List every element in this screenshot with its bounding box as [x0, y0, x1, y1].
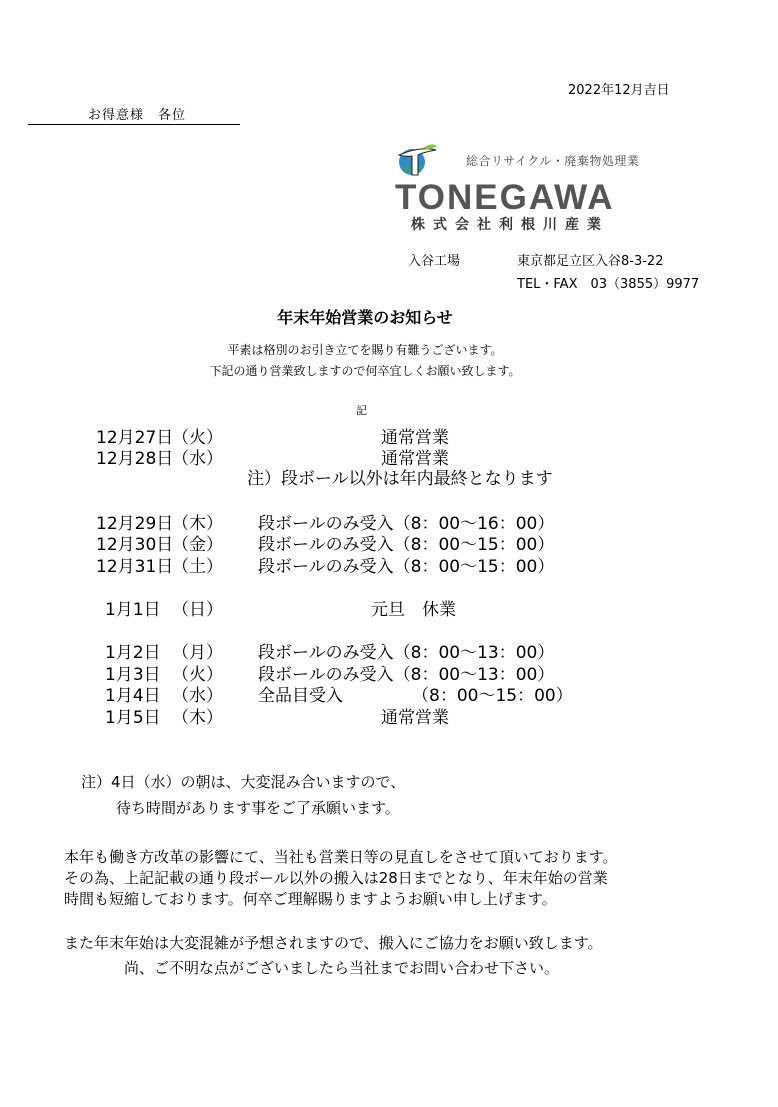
schedule-desc: 段ボールのみ受入（8：00〜13：00）	[258, 665, 555, 685]
schedule-date: 12月29日	[96, 514, 174, 534]
schedule-time: （8：00〜15：00）	[412, 686, 573, 706]
schedule-day: （土）	[172, 557, 223, 577]
schedule-day: （水）	[172, 449, 223, 469]
schedule-desc: 通常営業	[381, 708, 449, 728]
schedule-date: 12月31日	[96, 557, 174, 577]
plant-name: 入谷工場	[408, 254, 461, 269]
schedule-day: （金）	[172, 535, 223, 555]
schedule-date: 12月30日	[96, 535, 174, 555]
company-logo-text: TONEGAWA	[395, 178, 615, 217]
schedule-date: 1月3日	[105, 665, 161, 685]
schedule-desc: 段ボールのみ受入（8：00〜13：00）	[258, 643, 555, 663]
ki-marker: 記	[356, 404, 367, 417]
addressee-underline	[28, 124, 240, 125]
page-title: 年末年始営業のお知らせ	[277, 308, 453, 327]
footer-paragraph-line: また年末年始は大変混雑が予想されますので、搬入にご協力をお願い致します。	[64, 934, 603, 952]
schedule-date: 1月1日	[105, 600, 161, 620]
addressee: お得意様 各位	[88, 108, 187, 123]
schedule-desc: 全品目受入	[258, 686, 343, 706]
schedule-note: 注）段ボール以外は年内最終となります	[247, 469, 553, 489]
greeting-line-2: 下記の通り営業致しますので何卒宜しくお願い致します。	[209, 364, 521, 378]
schedule-date: 1月4日	[105, 686, 161, 706]
company-logo-icon	[396, 142, 438, 182]
schedule-day: （月）	[172, 643, 223, 663]
schedule-desc: 通常営業	[381, 428, 449, 448]
footer-paragraph-line: その為、上記記載の通り段ボール以外の搬入は28日までとなり、年末年始の営業	[64, 869, 608, 887]
schedule-day: （火）	[172, 428, 223, 448]
schedule-day: （木）	[172, 514, 223, 534]
footer-paragraph-line: 時間も短縮しております。何卒ご理解賜りますようお願い申し上げます。	[64, 890, 557, 908]
schedule-desc: 段ボールのみ受入（8：00〜15：00）	[258, 557, 555, 577]
schedule-day: （木）	[172, 708, 223, 728]
schedule-desc: 段ボールのみ受入（8：00〜15：00）	[258, 535, 555, 555]
greeting-line-1: 平素は格別のお引き立てを賜り有難うございます。	[227, 343, 503, 357]
company-tagline: 総合リサイクル・廃棄物処理業	[466, 154, 640, 168]
schedule-desc: 段ボールのみ受入（8：00〜16：00）	[258, 514, 555, 534]
company-name: 株式会社利根川産業	[411, 217, 609, 233]
schedule-desc: 元旦 休業	[371, 600, 456, 620]
schedule-date: 1月5日	[105, 708, 161, 728]
footer-note-1: 注）4日（水）の朝は、大変混み合いますので、	[81, 773, 406, 791]
footer-note-2: 待ち時間があります事をご了承願います。	[116, 799, 400, 817]
notice-date: 2022年12月吉日	[568, 83, 670, 98]
company-tel-fax: TEL・FAX 03（3855）9977	[517, 277, 700, 292]
schedule-day: （火）	[172, 665, 223, 685]
schedule-date: 1月2日	[105, 643, 161, 663]
schedule-date: 12月28日	[96, 449, 174, 469]
company-address: 東京都足立区入谷8-3-22	[517, 254, 664, 269]
footer-paragraph-line: 尚、ご不明な点がございましたら当社までお問い合わせ下さい。	[124, 959, 560, 977]
schedule-date: 12月27日	[96, 428, 174, 448]
schedule-desc: 通常営業	[381, 449, 449, 469]
schedule-day: （日）	[172, 600, 223, 620]
footer-paragraph-line: 本年も働き方改革の影響にて、当社も営業日等の見直しをさせて頂いております。	[64, 848, 618, 866]
schedule-day: （水）	[172, 686, 223, 706]
